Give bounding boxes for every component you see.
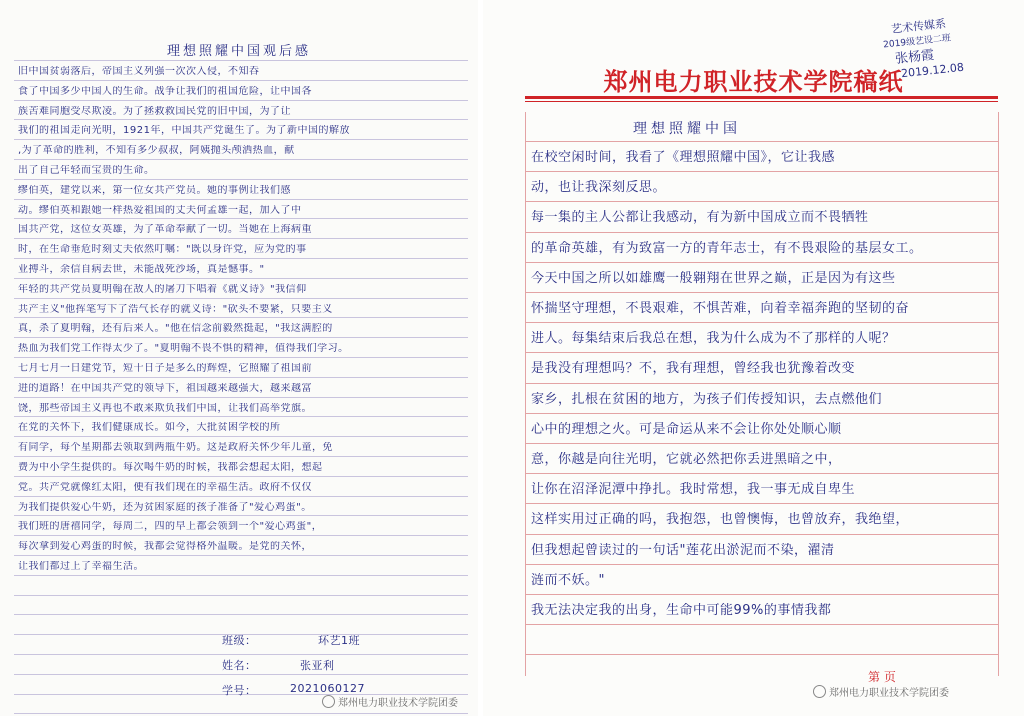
- essay-line: 缪伯英，建党以来，第一位女共产党员。她的事例让我们感: [18, 184, 291, 196]
- margin-line-left: [525, 112, 526, 676]
- corner-note: 2019级艺设二班: [882, 33, 952, 51]
- ruled-line: [14, 377, 468, 378]
- page-number-label: 第 页: [868, 670, 896, 684]
- essay-line: 我们的祖国走向光明，1921年，中国共产党诞生了。为了新中国的解放: [18, 125, 350, 137]
- ruled-line: [525, 443, 998, 444]
- essay-line: 旧中国贫弱落后，帝国主义列强一次次入侵，不知吞: [18, 66, 260, 77]
- ruled-line: [525, 503, 998, 504]
- ruled-line: [14, 595, 468, 596]
- ruled-line: [525, 383, 998, 384]
- essay-line: 家乡，扎根在贫困的地方，为孩子们传授知识，去点燃他们: [531, 391, 883, 407]
- essay-line: 在党的关怀下，我们健康成长。如今，大批贫困学校的所: [18, 422, 281, 434]
- ruled-line: [14, 515, 468, 516]
- ruled-line: [14, 60, 468, 61]
- essay-line: 怀揣坚守理想，不畏艰难，不惧苦难，向着幸福奔跑的坚韧的奋: [531, 301, 910, 316]
- essay-line: 七月七月一日建党节，短十日子是多么的辉煌，它照耀了祖国前: [18, 363, 312, 374]
- ruled-line: [525, 352, 998, 353]
- essay-line: 每次拿到爱心鸡蛋的时候，我都会觉得格外温暖。是党的关怀，: [18, 541, 312, 553]
- essay-line: 族苦难同胞受尽欺凌。为了拯救救国民党的旧中国，为了让: [18, 105, 291, 117]
- student-id-value: 2021060127: [290, 682, 365, 695]
- ruled-line: [14, 555, 468, 556]
- ruled-line: [525, 201, 998, 202]
- essay-line: 真，杀了夏明翰，还有后来人。"他在信念前毅然挺起，"我这满腔的: [18, 323, 333, 335]
- essay-line: 心中的理想之火。可是命运从来不会让你处处顺心顺: [531, 421, 842, 437]
- ruled-line: [14, 258, 468, 259]
- right-essay-page: [483, 0, 1024, 716]
- ruled-line: [14, 218, 468, 219]
- ruled-line: [14, 100, 468, 101]
- essay-line: 业搏斗，余信自病去世，未能战死沙场，真是憾事。": [18, 264, 265, 275]
- ruled-line: [14, 476, 468, 477]
- class-label: 班级：: [222, 634, 257, 647]
- essay-line: 每一集的主人公都让我感动，有为新中国成立而不畏牺牲: [531, 210, 869, 226]
- essay-line: 饶，那些帝国主义再也不敢来欺负我们中国，让我们高举党旗。: [18, 402, 312, 414]
- essay-line: 国共产党，这位女英雄，为了革命奉献了一切。当她在上海病重: [18, 224, 312, 236]
- ruled-line: [14, 317, 468, 318]
- essay-line: 费为中小学生提供的。每次喝牛奶的时候，我都会想起太阳，想起: [18, 462, 323, 473]
- right-essay-title: 理想照耀中国: [633, 121, 741, 137]
- ruled-line: [525, 534, 998, 535]
- ruled-line: [525, 594, 998, 595]
- essay-line: 年轻的共产党员夏明翰在敌人的屠刀下唱着《就义诗》"我信仰: [18, 283, 307, 295]
- essay-line: 共产主义"他挥笔写下了浩气长存的就义诗："砍头不要紧，只要主义: [18, 303, 333, 315]
- left-watermark: [322, 694, 458, 709]
- essay-line: 党。共产党就像红太阳，便有我们现在的幸福生活。政府不仅仅: [18, 481, 312, 493]
- header-rule: [525, 96, 998, 99]
- essay-line: 动，也让我深刻反思。: [531, 180, 667, 196]
- ruled-line: [14, 139, 468, 140]
- ruled-line: [14, 654, 468, 655]
- ruled-line: [525, 654, 998, 655]
- ruled-line: [14, 80, 468, 81]
- ruled-line: [525, 232, 998, 233]
- ruled-line: [525, 171, 998, 172]
- ruled-line: [525, 322, 998, 323]
- left-watermark-text: 郑州电力职业技术学院团委: [338, 698, 458, 709]
- right-watermark: [813, 684, 949, 699]
- essay-line: 的革命英雄，有为致富一方的青年志士，有不畏艰险的基层女工。: [531, 240, 923, 256]
- ruled-line: [14, 456, 468, 457]
- left-essay-title: 理想照耀中国观后感: [166, 44, 311, 59]
- ruled-line: [14, 357, 468, 358]
- essay-line: 涟而不妖。": [531, 572, 605, 588]
- ruled-line: [14, 397, 468, 398]
- student-id-label: 学号：: [222, 684, 257, 697]
- watermark-logo-icon: [813, 685, 826, 698]
- ruled-line: [525, 624, 998, 625]
- ruled-line: [14, 535, 468, 536]
- header-rule-thin: [525, 101, 998, 102]
- essay-line: 为我们提供爱心牛奶，还为贫困家庭的孩子准备了"爱心鸡蛋"。: [18, 501, 312, 513]
- ruled-line: [525, 413, 998, 414]
- corner-note: 张杨霞: [894, 47, 935, 67]
- ruled-line: [525, 564, 998, 565]
- essay-line: ,为了革命的胜利，不知有多少叔叔，阿姨抛头颅洒热血，献: [18, 145, 295, 157]
- ruled-line: [14, 119, 468, 120]
- right-watermark-text: 郑州电力职业技术学院团委: [829, 688, 949, 699]
- essay-line: 我们班的唐禧同学，每周二，四的早上都会领到一个"爱心鸡蛋"，: [18, 521, 323, 533]
- essay-line: 意，你越是向往光明，它就必然把你丢进黑暗之中，: [531, 452, 842, 467]
- ruled-line: [14, 337, 468, 338]
- essay-line: 进人。每集结束后我总在想，我为什么成为不了那样的人呢？: [531, 331, 896, 347]
- corner-note: 2019.12.08: [900, 60, 965, 81]
- ruled-line: [14, 199, 468, 200]
- ruled-line: [14, 436, 468, 437]
- essay-line: 让我们都过上了幸福生活。: [18, 561, 144, 572]
- ruled-line: [14, 179, 468, 180]
- ruled-line: [14, 238, 468, 239]
- ruled-line: [14, 575, 468, 576]
- ruled-line: [14, 496, 468, 497]
- ruled-line: [14, 674, 468, 675]
- essay-line: 让你在沼泽泥潭中挣扎。我时常想，我一事无成自卑生: [531, 482, 856, 498]
- essay-line: 但我想起曾读过的一句话"莲花出淤泥而不染，濯清: [531, 542, 835, 558]
- essay-line: 进的道路！在中国共产党的领导下，祖国越来越强大，越来越富: [18, 382, 312, 394]
- essay-line: 动。缪伯英和跟她一样热爱祖国的丈夫何孟雄一起，加入了中: [18, 204, 302, 216]
- ruled-line: [525, 292, 998, 293]
- ruled-line: [525, 262, 998, 263]
- ruled-line: [525, 473, 998, 474]
- essay-line: 食了中国多少中国人的生命。战争让我们的祖国危险，让中国各: [18, 85, 312, 97]
- ruled-line: [14, 278, 468, 279]
- essay-line: 有同学，每个星期都去领取到两瓶牛奶。这是政府关怀少年儿童，免: [18, 442, 333, 454]
- college-paper-header: 郑州电力职业技术学院稿纸: [603, 67, 904, 96]
- ruled-line: [14, 614, 468, 615]
- essay-line: 今天中国之所以如雄鹰一般翱翔在世界之巅，正是因为有这些: [531, 270, 896, 286]
- name-value: 张亚利: [300, 659, 335, 672]
- essay-line: 我无法决定我的出身，生命中可能99%的事情我都: [531, 603, 832, 618]
- ruled-line: [14, 159, 468, 160]
- essay-line: 出了自己年轻而宝贵的生命。: [18, 165, 155, 176]
- essay-line: 这样实用过正确的吗，我抱怨，也曾懊悔，也曾放弃，我绝望，: [531, 512, 910, 528]
- ruled-line: [14, 416, 468, 417]
- left-essay-page: [0, 0, 478, 716]
- corner-note: 艺术传媒系: [890, 17, 947, 36]
- ruled-line: [525, 141, 998, 142]
- name-label: 姓名：: [222, 659, 257, 672]
- ruled-line: [14, 713, 468, 714]
- essay-line: 时，在生命垂危时刻丈夫依然叮嘱："既以身许党，应为党的事: [18, 244, 307, 256]
- ruled-line: [14, 298, 468, 299]
- essay-line: 在校空闲时间，我看了《理想照耀中国》，它让我感: [531, 150, 836, 165]
- watermark-logo-icon: [322, 695, 335, 708]
- essay-line: 热血为我们党工作得太少了。"夏明翰不畏不惧的精神，值得我们学习。: [18, 343, 349, 355]
- essay-line: 是我没有理想吗？不，我有理想，曾经我也犹豫着改变: [531, 361, 856, 377]
- class-value: 环艺1班: [318, 634, 360, 647]
